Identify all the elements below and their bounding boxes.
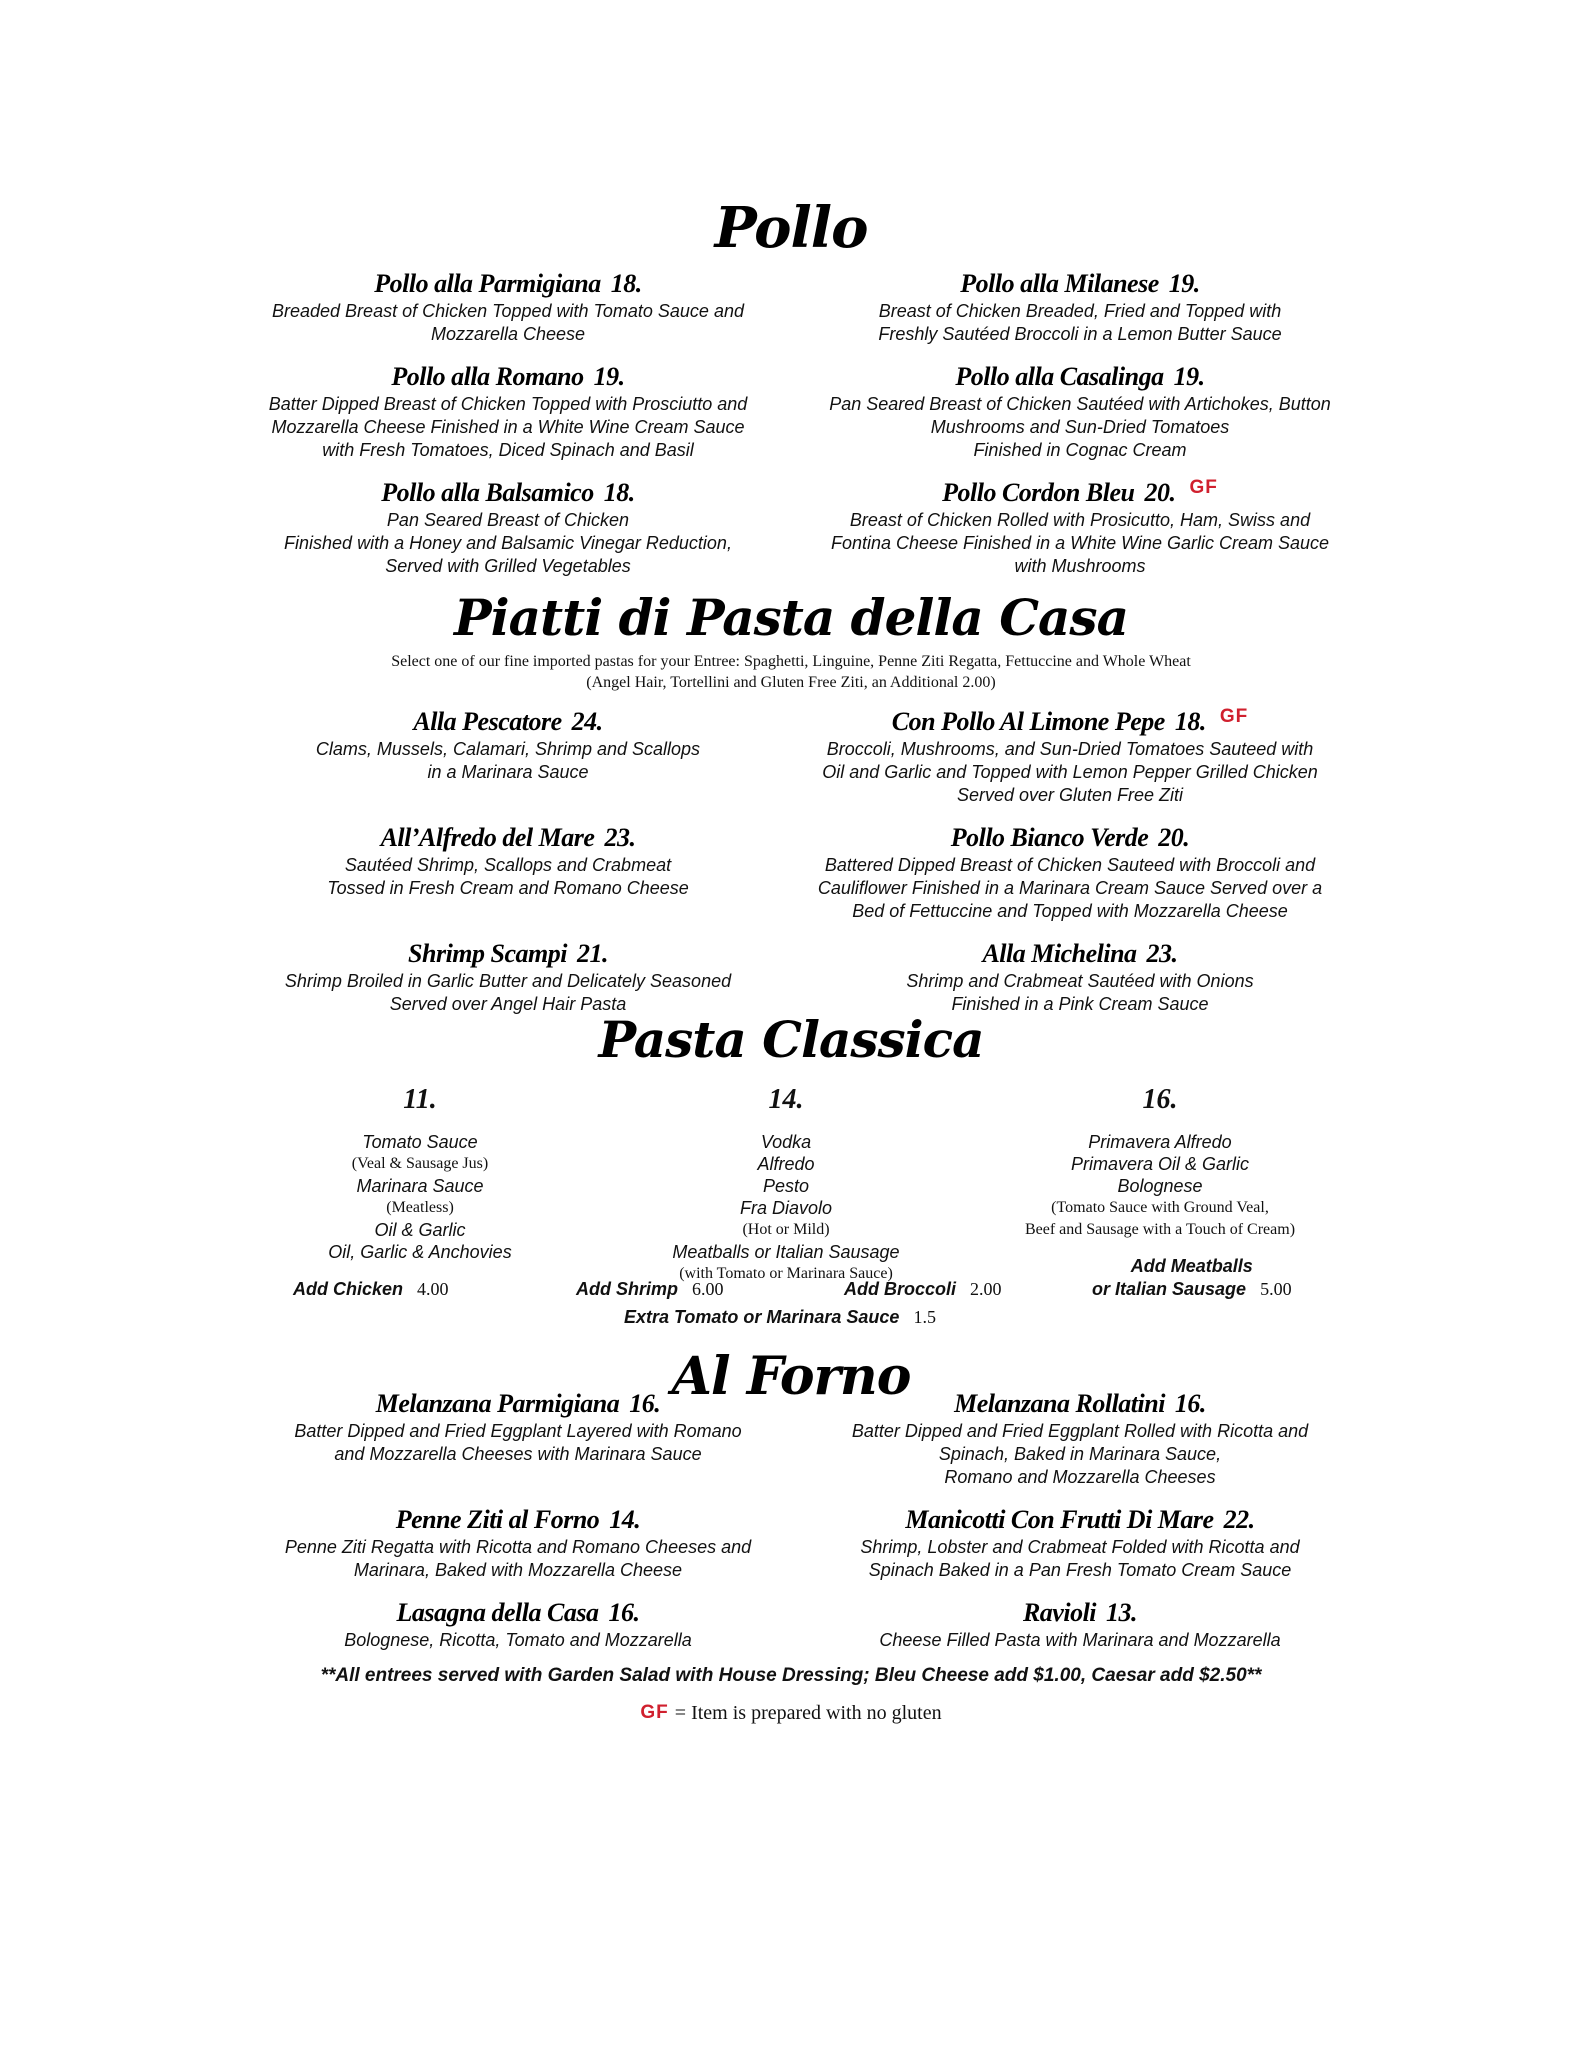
sauce-list: Vodka Alfredo Pesto Fra Diavolo (Hot or Mild) Meatballs or Italian Sausage (with Tomato or Marinara Sauce)	[672, 1132, 900, 1282]
menu-item	[790, 361, 1370, 462]
item-name: Alla Pescatore	[413, 707, 562, 736]
sauce-list: Primavera Alfredo Primavera Oil & Garlic Bolognese (Tomato Sauce with Ground Veal, Beef and Sausage with a Touch of Cream)	[1024, 1132, 1296, 1238]
item-description: Shrimp, Lobster and Crabmeat Folded with Ricotta and Spinach Baked in a Pan Fresh Tomato Cream Sauce	[860, 1537, 1300, 1580]
item-name: Melanzana Parmigiana	[375, 1389, 620, 1418]
item-price: 19.	[1173, 362, 1205, 391]
menu-item	[800, 268, 1360, 346]
menu-item	[218, 938, 798, 1016]
item-description: Pan Seared Breast of Chicken Sautéed with Artichokes, Button Mushrooms and Sun-Dried Tomatoes Finished in Cognac Cream	[829, 394, 1331, 460]
pollo-title: Pollo	[714, 195, 868, 261]
menu-item	[228, 822, 788, 900]
item-price: 18.	[1174, 707, 1206, 736]
gluten-free-legend: GF = Item is prepared with no gluten	[640, 1702, 942, 1724]
item-description: Batter Dipped and Fried Eggplant Rolled with Ricotta and Spinach, Baked in Marinara Sauce, Romano and Mozzarella Cheeses	[851, 1421, 1309, 1487]
item-name: Pollo alla Balsamico	[381, 478, 594, 507]
item-name: Pollo Bianco Verde	[950, 823, 1149, 852]
menu-item	[228, 268, 788, 346]
classic-price-tier: 11.	[403, 1084, 437, 1115]
item-name: All’Alfredo del Mare	[380, 823, 595, 852]
item-description: Battered Dipped Breast of Chicken Sauteed with Broccoli and Cauliflower Finished in a Marinara Cream Sauce Served over a Bed of Fettuccine and Topped with Mozzarella Cheese	[817, 855, 1323, 921]
item-price: 19.	[593, 362, 625, 391]
item-name: Manicotti Con Frutti Di Mare	[905, 1505, 1214, 1534]
menu-item	[228, 477, 788, 578]
item-price: 22.	[1223, 1505, 1255, 1534]
item-name: Ravioli	[1022, 1598, 1097, 1627]
addon-chicken: Add Chicken 4.00	[293, 1279, 449, 1299]
menu-item	[770, 706, 1370, 807]
item-name: Melanzana Rollatini	[954, 1389, 1165, 1418]
item-price: 14.	[609, 1505, 641, 1534]
menu-item	[238, 1504, 798, 1582]
item-description: Breast of Chicken Breaded, Fried and Topped with Freshly Sautéed Broccoli in a Lemon Butter Sauce	[878, 301, 1282, 344]
menu-item	[800, 1388, 1360, 1489]
item-name: Pollo alla Milanese	[960, 269, 1159, 298]
menu-item	[770, 822, 1370, 923]
item-description: Sautéed Shrimp, Scallops and Crabmeat Tossed in Fresh Cream and Romano Cheese	[327, 855, 689, 898]
item-price: 24.	[571, 707, 603, 736]
menu-item	[238, 1597, 798, 1652]
item-description: Pan Seared Breast of Chicken Finished with a Honey and Balsamic Vinegar Reduction, Served with Grilled Vegetables	[284, 510, 732, 576]
item-price: 16.	[629, 1389, 661, 1418]
addon-shrimp: Add Shrimp 6.00	[576, 1279, 724, 1299]
addon-broccoli: Add Broccoli 2.00	[844, 1279, 1002, 1299]
item-name: Lasagna della Casa	[396, 1598, 599, 1627]
item-price: 16.	[1174, 1389, 1206, 1418]
gluten-free-badge: GF	[1219, 706, 1249, 727]
menu-item	[228, 706, 788, 784]
item-price: 19.	[1168, 269, 1200, 298]
item-description: Bolognese, Ricotta, Tomato and Mozzarella	[344, 1630, 692, 1650]
classic-price-tier: 14.	[768, 1084, 804, 1115]
item-description: Clams, Mussels, Calamari, Shrimp and Scallops in a Marinara Sauce	[315, 739, 701, 782]
item-price: 18.	[603, 478, 635, 507]
gluten-free-badge: GF	[1189, 477, 1218, 498]
item-name: Shrimp Scampi	[408, 939, 567, 968]
addon-meatballs: Add Meatballs or Italian Sausage 5.00	[1092, 1256, 1292, 1299]
item-description: Breaded Breast of Chicken Topped with Tomato Sauce and Mozzarella Cheese	[272, 301, 744, 344]
menu-item	[790, 938, 1370, 1016]
classic-price-tier: 16.	[1142, 1084, 1178, 1115]
pasta-classica-title: Pasta Classica	[598, 1010, 984, 1069]
item-price: 21.	[576, 939, 608, 968]
pasta-selection-note: Select one of our fine imported pastas for your Entree: Spaghetti, Linguine, Penne Ziti Regatta, Fettuccine and Whole Wheat (Angel Hair, Tortellini and Gluten Free Ziti, an Additional 2.00)	[391, 653, 1191, 691]
item-price: 16.	[608, 1598, 640, 1627]
item-description: Cheese Filled Pasta with Marinara and Mozzarella	[879, 1630, 1281, 1650]
item-price: 18.	[610, 269, 642, 298]
item-name: Pollo alla Casalinga	[955, 362, 1164, 391]
item-name: Penne Ziti al Forno	[395, 1505, 600, 1534]
item-price: 13.	[1106, 1598, 1138, 1627]
item-description: Shrimp Broiled in Garlic Butter and Delicately Seasoned Served over Angel Hair Pasta	[284, 971, 732, 1014]
al-forno-title: Al Forno	[671, 1346, 911, 1407]
item-description: Penne Ziti Regatta with Ricotta and Romano Cheeses and Marinara, Baked with Mozzarella Cheese	[284, 1537, 752, 1580]
item-name: Con Pollo Al Limone Pepe	[891, 707, 1165, 736]
sauce-list: Tomato Sauce (Veal & Sausage Jus) Marinara Sauce (Meatless) Oil & Garlic Oil, Garlic & Anchovies	[328, 1132, 512, 1262]
item-name: Alla Michelina	[982, 939, 1137, 968]
item-name: Pollo Cordon Bleu	[942, 478, 1135, 507]
menu-item	[800, 1504, 1360, 1582]
addon-extra-sauce: Extra Tomato or Marinara Sauce 1.5	[624, 1307, 936, 1327]
item-name: Pollo alla Parmigiana	[374, 269, 601, 298]
menu-item	[800, 1597, 1360, 1652]
item-price: 20.	[1158, 823, 1190, 852]
item-price: 20.	[1144, 478, 1176, 507]
item-name: Pollo alla Romano	[391, 362, 584, 391]
item-description: Batter Dipped Breast of Chicken Topped with Prosciutto and Mozzarella Cheese Finished in a White Wine Cream Sauce with Fresh Tomatoes, Diced Spinach and Basil	[268, 394, 748, 460]
item-price: 23.	[604, 823, 636, 852]
pasta-casa-title: Piatti di Pasta della Casa	[454, 588, 1128, 647]
menu-item	[248, 1388, 788, 1466]
gluten-free-badge: GF	[640, 1702, 669, 1723]
item-description: Breast of Chicken Rolled with Prosicutto, Ham, Swiss and Fontina Cheese Finished in a White Wine Garlic Cream Sauce with Mushrooms	[830, 510, 1330, 576]
menu-item	[218, 361, 798, 462]
entrees-note: **All entrees served with Garden Salad with House Dressing; Bleu Cheese add $1.00, Caesar add $2.50**	[320, 1665, 1262, 1686]
item-description: Batter Dipped and Fried Eggplant Layered with Romano and Mozzarella Cheeses with Marinara Sauce	[294, 1421, 742, 1464]
item-price: 23.	[1146, 939, 1178, 968]
item-description: Broccoli, Mushrooms, and Sun-Dried Tomatoes Sauteed with Oil and Garlic and Topped with Lemon Pepper Grilled Chicken Served over Gluten Free Ziti	[822, 739, 1318, 805]
item-description: Shrimp and Crabmeat Sautéed with Onions Finished in a Pink Cream Sauce	[906, 971, 1254, 1014]
menu-item	[790, 477, 1370, 578]
